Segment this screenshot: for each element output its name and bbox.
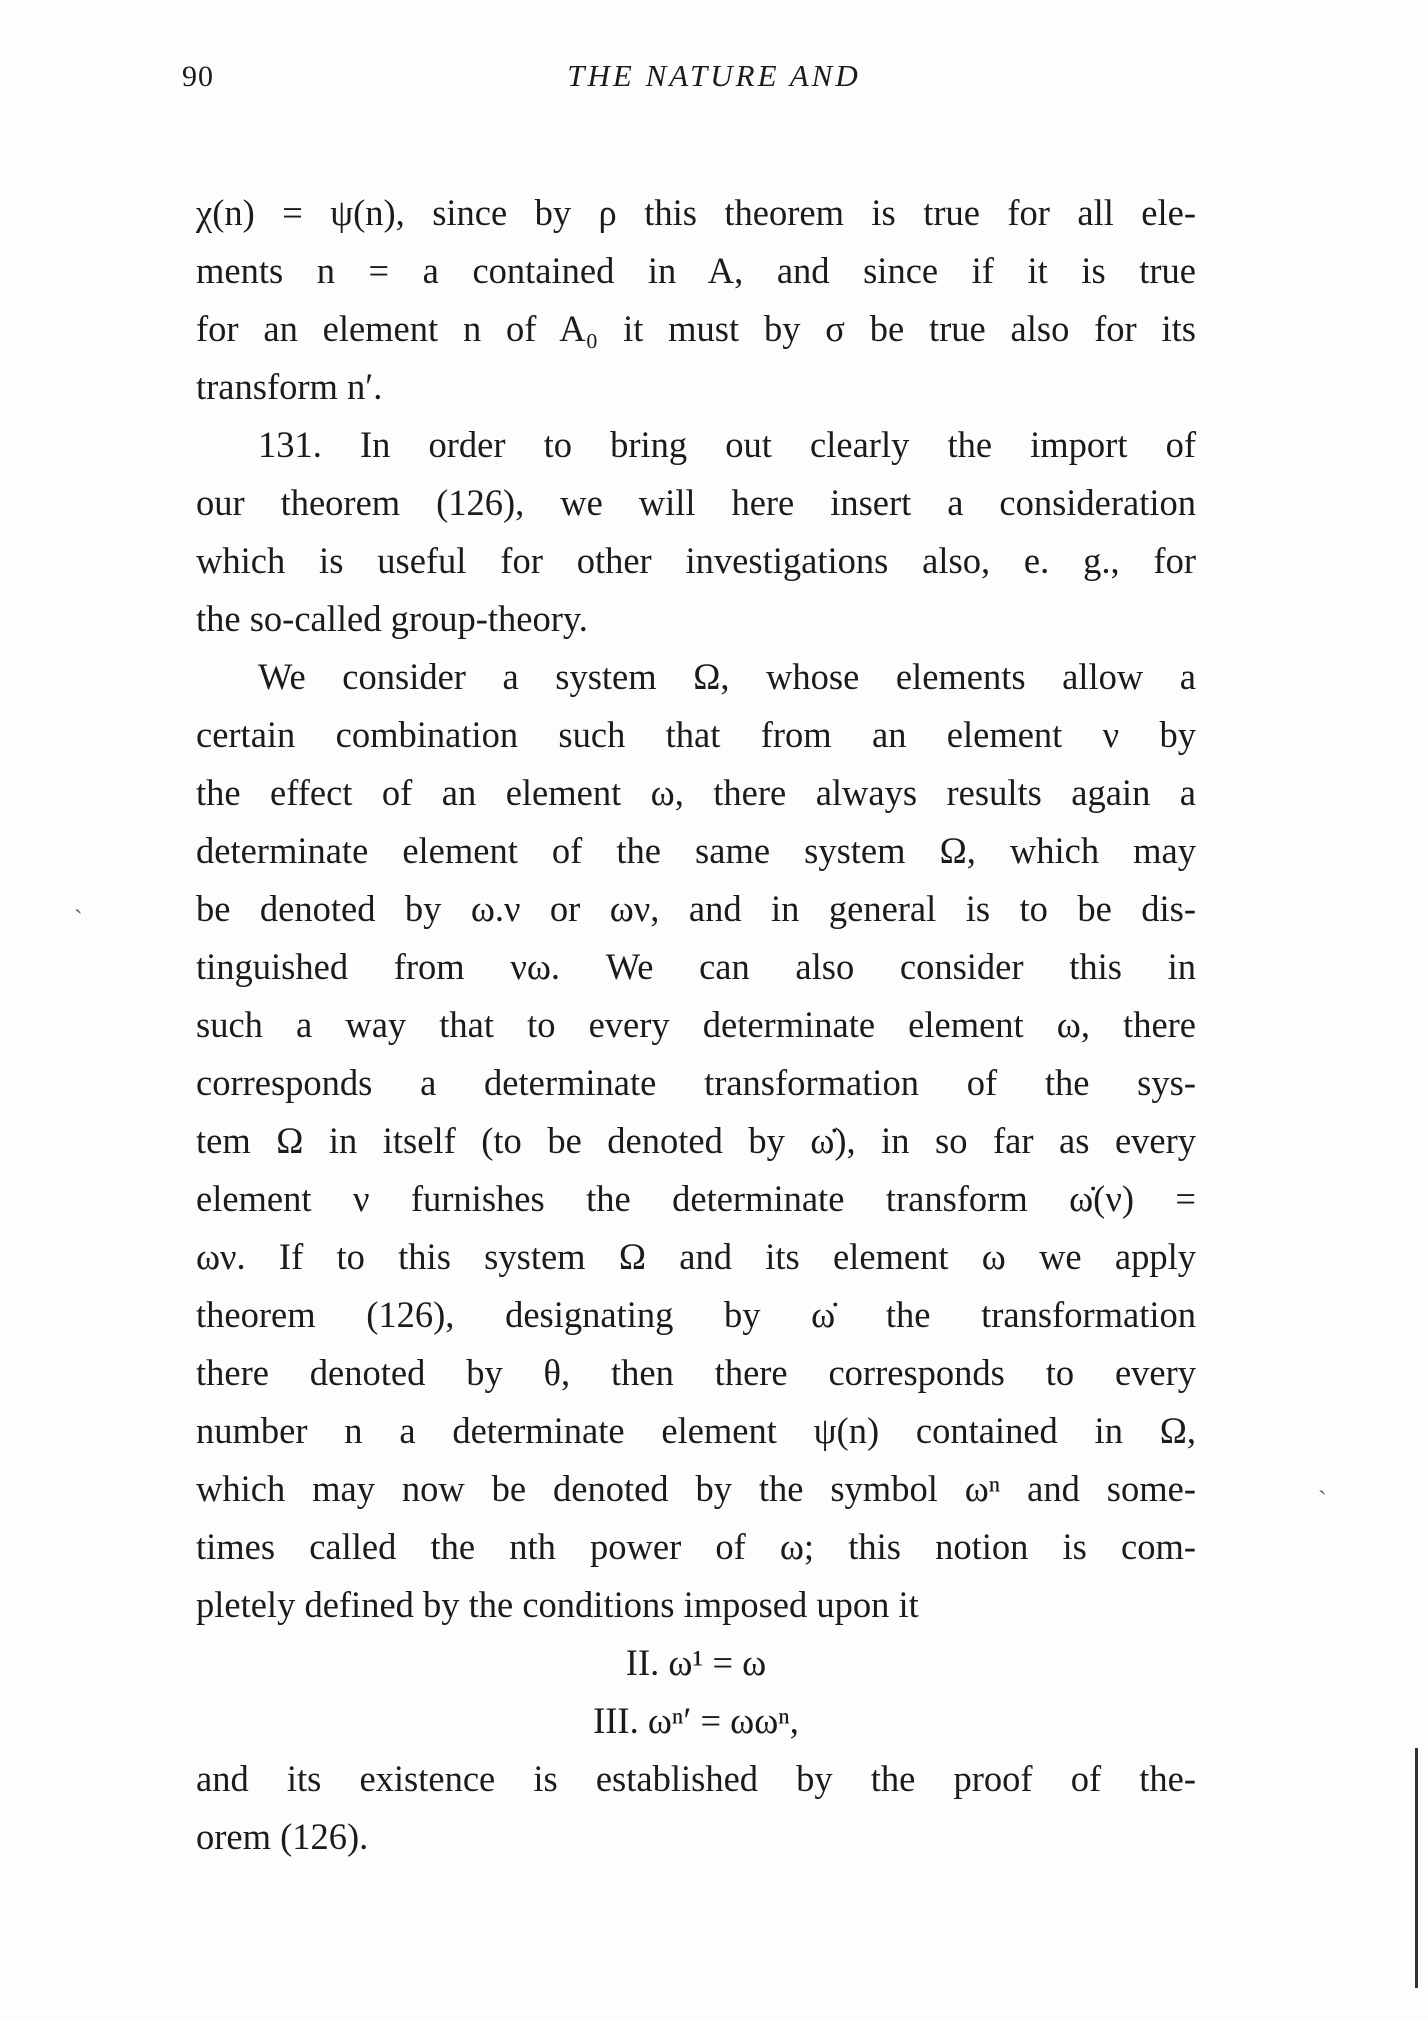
text-line: there denoted by θ, then there corresponds to every bbox=[196, 1352, 1196, 1393]
equation-II: II. ω¹ = ω bbox=[625, 1642, 767, 1683]
paragraph-131-start: 131. In order to bring out clearly the import of bbox=[258, 424, 1196, 465]
text-line: the effect of an element ω, there always results again a bbox=[196, 772, 1196, 813]
running-head: THE NATURE AND bbox=[567, 58, 861, 93]
text-line: tinguished from νω. We can also consider this in bbox=[196, 946, 1196, 987]
text-line: ments n = a contained in A, and since if it is true bbox=[196, 250, 1196, 291]
text-line: such a way that to every determinate element ω, there bbox=[196, 1004, 1196, 1045]
text-line: element ν furnishes the determinate transform ω̇(ν) = bbox=[196, 1178, 1196, 1219]
scan-edge-line bbox=[1415, 1748, 1418, 1988]
equation-III: III. ωⁿ′ = ωωⁿ, bbox=[593, 1700, 799, 1741]
text-line: corresponds a determinate transformation of the sys- bbox=[196, 1062, 1196, 1103]
text-line: for an element n of A₀ it must by σ be true also for its bbox=[196, 308, 1196, 349]
text-line: times called the nth power of ω; this notion is com- bbox=[196, 1526, 1196, 1567]
body-text bbox=[196, 184, 1196, 1866]
text-line: transform n′. bbox=[196, 366, 383, 407]
text-line: certain combination such that from an element ν by bbox=[196, 714, 1196, 755]
text-line: our theorem (126), we will here insert a consideration bbox=[196, 482, 1196, 523]
text-line: theorem (126), designating by ω̇ the transformation bbox=[196, 1294, 1196, 1335]
text-line: tem Ω in itself (to be denoted by ω̇), in so far as every bbox=[196, 1120, 1196, 1161]
margin-mark: ˎ bbox=[1318, 1466, 1327, 1495]
page-number: 90 bbox=[182, 60, 214, 93]
text-line: determinate element of the same system Ω, which may bbox=[196, 830, 1196, 871]
text-line: which is useful for other investigations also, e. g., for bbox=[196, 540, 1196, 581]
margin-mark: ˏ bbox=[74, 885, 83, 914]
text-line: number n a determinate element ψ(n) contained in Ω, bbox=[196, 1410, 1196, 1451]
text-line: the so-called group-theory. bbox=[196, 598, 588, 639]
text-line: χ(n) = ψ(n), since by ρ this theorem is true for all ele- bbox=[196, 192, 1196, 233]
paragraph-start: We consider a system Ω, whose elements allow a bbox=[258, 656, 1196, 697]
text-line: ων. If to this system Ω and its element ω we apply bbox=[196, 1236, 1196, 1277]
text-line: be denoted by ω.ν or ων, and in general is to be dis- bbox=[196, 888, 1196, 929]
text-line: orem (126). bbox=[196, 1816, 369, 1857]
text-line: pletely defined by the conditions imposed upon it bbox=[196, 1584, 919, 1625]
text-line: which may now be denoted by the symbol ωⁿ and some- bbox=[196, 1468, 1196, 1509]
text-line: and its existence is established by the proof of the- bbox=[196, 1758, 1196, 1799]
